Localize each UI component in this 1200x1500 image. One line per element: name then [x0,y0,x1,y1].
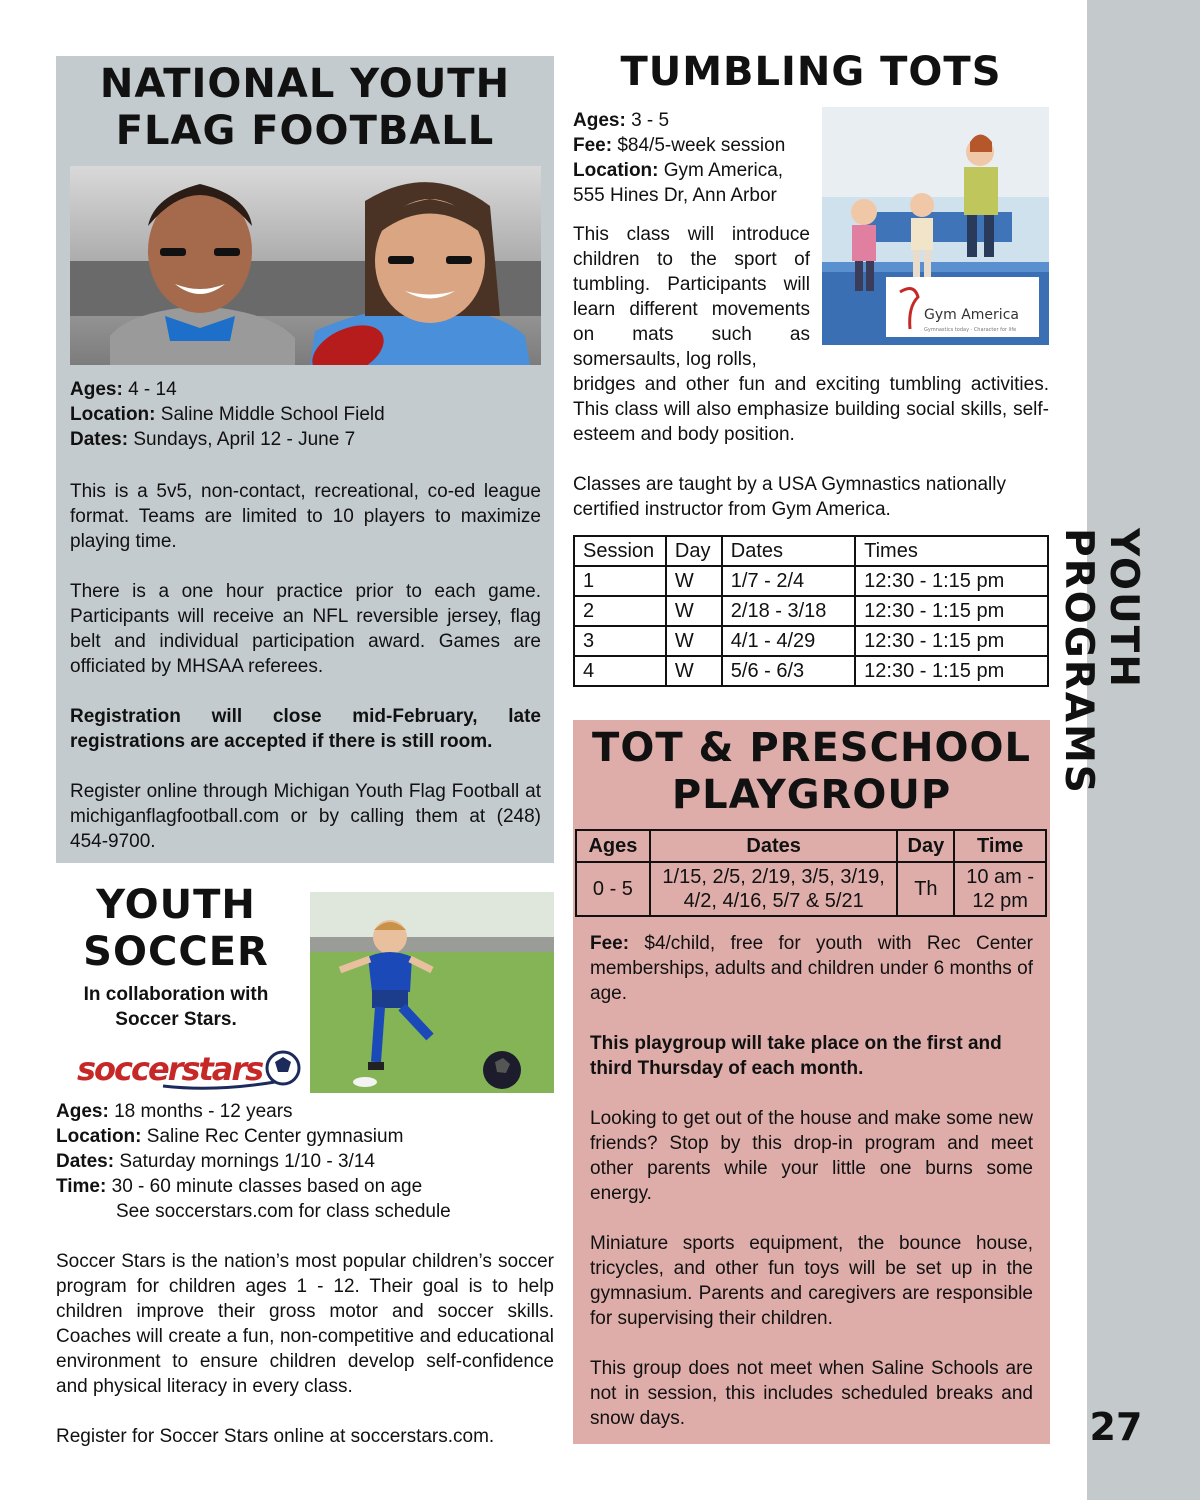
location-value: Gym America, 555 Hines Dr, Ann Arbor [573,160,784,206]
flag-football-info [70,377,542,452]
table-row [574,566,1048,596]
fee-label: Fee: [590,933,630,954]
youth-soccer-title-line2: SOCCER [83,928,269,975]
location-label: Location: [70,404,156,425]
youth-soccer-title-line1: YOUTH [96,882,256,928]
time-label: Time: [56,1176,107,1197]
soccer-stars-logo [75,1042,303,1094]
table-header-cell: Ages [576,830,650,862]
table-cell: 4 [574,656,666,686]
tumbling-tots-title: TUMBLING TOTS [620,49,1002,95]
playgroup-title-line2: PLAYGROUP [671,771,952,818]
dates-value: Sundays, April 12 - June 7 [128,429,356,450]
fee-value: $84/5-week session [612,135,786,156]
soccer-stars-logo-text: soccerstars [77,1050,263,1088]
youth-soccer-info [56,1099,554,1224]
fee-label: Fee: [573,135,613,156]
tt-fee-row [573,133,818,158]
playgroup-title [573,725,1050,819]
tumbling-desc-part1: This class will introduce children to the sport of tumbling. Participants will learn different movements on mats such as somersaults, log rolls, [573,224,810,370]
pg-schedule-note: This playgroup will take place on the first and third Thursday of each month. [590,1033,1002,1079]
time-line: 10 am - [966,866,1035,888]
table-cell: 12:30 - 1:15 pm [855,626,1048,656]
gym-america-logo-tagline: Gymnastics today · Character for life [924,327,1017,333]
table-header-row [576,830,1046,862]
flag-football-description [70,479,541,854]
table-header-row [574,536,1048,566]
ages-value: 18 months - 12 years [108,1101,293,1122]
tumbling-instructor-note: Classes are taught by a USA Gymnastics nationally certified instructor from Gym America. [573,474,1006,520]
table-cell-day: Th [897,862,954,916]
pg-fee-row [590,931,1033,1006]
ff-registration-note: Registration will close mid-February, late registrations are accepted if there is still room. [70,706,541,752]
playgroup-title-line1: TOT & PRESCHOOL [592,725,1031,771]
table-cell: 5/6 - 6/3 [722,656,855,686]
time-line: 12 pm [972,890,1028,912]
table-cell: 3 [574,626,666,656]
ages-value: 3 - 5 [625,110,670,131]
ys-para1: Soccer Stars is the nation’s most popular children’s soccer program for children ages 1 - 12. Their goal is to help children improve their gross motor and soccer skills. Coaches will create a fun, non-competitive and educational environment to ensure children develop self-confidence and physical literacy in every class. [56,1251,554,1397]
table-row [574,626,1048,656]
flag-football-title [56,61,554,155]
soccer-collaboration-note [56,982,296,1032]
ys-ages-row [56,1099,554,1124]
dates-label: Dates: [70,429,129,450]
table-cell: 12:30 - 1:15 pm [855,596,1048,626]
dates-value: Saturday mornings 1/10 - 3/14 [114,1151,375,1172]
tumbling-tots-info [573,108,818,208]
table-cell: 1 [574,566,666,596]
table-cell: 12:30 - 1:15 pm [855,656,1048,686]
table-cell-time [954,862,1046,916]
table-header-cell: Dates [650,830,898,862]
table-header-cell: Dates [722,536,855,566]
table-cell-dates [650,862,898,916]
gym-america-logo-text: Gym America [924,307,1019,323]
ages-value: 4 - 14 [122,379,177,400]
ys-register-note: Register for Soccer Stars online at soccerstars.com. [56,1426,495,1447]
location-value: Saline Middle School Field [155,404,385,425]
tt-ages-row [573,108,818,133]
ff-para2: There is a one hour practice prior to each game. Participants will receive an NFL reversible jersey, flag belt and individual participation award. Games are officiated by MHSAA referees. [70,581,541,677]
flag-football-photo [70,166,541,365]
tumbling-schedule-table [573,535,1049,687]
ys-time-note: See soccerstars.com for class schedule [116,1201,451,1222]
youth-soccer-photo [310,892,554,1093]
playgroup-description [590,931,1033,1431]
dates-label: Dates: [56,1151,115,1172]
table-header-cell: Day [666,536,722,566]
table-cell: W [666,596,722,626]
ages-label: Ages: [70,379,123,400]
dates-line: 4/2, 4/16, 5/7 & 5/21 [683,890,864,912]
table-header-cell: Times [855,536,1048,566]
table-row [576,862,1046,916]
playgroup-schedule-table [575,829,1047,917]
youth-soccer-description [56,1249,554,1449]
dates-line: 1/15, 2/5, 2/19, 3/5, 3/19, [662,866,885,888]
tt-location-row [573,158,818,208]
flag-football-title-line2: FLAG FOOTBALL [115,107,495,154]
table-cell: W [666,566,722,596]
table-cell: 1/7 - 2/4 [722,566,855,596]
location-label: Location: [573,160,659,181]
table-header-cell: Session [574,536,666,566]
table-cell: 4/1 - 4/29 [722,626,855,656]
ys-time-row [56,1174,554,1199]
fee-value: $4/child, free for youth with Rec Center memberships, adults and children under 6 months of age. [590,933,1033,1004]
ff-location-row [70,402,542,427]
table-header-cell: Day [897,830,954,862]
ff-para1: This is a 5v5, non-contact, recreational, co-ed league format. Teams are limited to 10 players to maximize playing time. [70,481,541,552]
table-cell: W [666,656,722,686]
collab-line: In collaboration with [83,984,269,1005]
ages-label: Ages: [573,110,626,131]
location-label: Location: [56,1126,142,1147]
table-cell: 2 [574,596,666,626]
tumbling-tots-photo [822,107,1049,345]
ys-dates-row [56,1149,554,1174]
table-cell: W [666,626,722,656]
table-cell-ages: 0 - 5 [576,862,650,916]
tumbling-desc-part2: bridges and other fun and exciting tumbling activities. This class will also emphasize building social skills, self-esteem and body position. [573,374,1049,445]
location-value: Saline Rec Center gymnasium [141,1126,404,1147]
youth-soccer-title [56,882,296,976]
table-header-cell: Time [954,830,1046,862]
pg-para2: Looking to get out of the house and make some new friends? Stop by this drop-in program and meet other parents while your little one burns some energy. [590,1108,1033,1204]
ff-ages-row [70,377,542,402]
table-cell: 2/18 - 3/18 [722,596,855,626]
pg-para3: Miniature sports equipment, the bounce house, tricycles, and other fun toys will be set up in the gymnasium. Parents and caregivers are responsible for supervising their children. [590,1233,1033,1329]
ages-label: Ages: [56,1101,109,1122]
page-number: 27 [1089,1405,1143,1449]
pg-para4: This group does not meet when Saline Schools are not in session, this includes scheduled breaks and snow days. [590,1358,1033,1429]
collab-line: Soccer Stars. [115,1009,237,1030]
table-row [574,656,1048,686]
time-value: 30 - 60 minute classes based on age [106,1176,423,1197]
table-row [574,596,1048,626]
section-title-vertical: YOUTH PROGRAMS [1056,528,1146,795]
ys-location-row [56,1124,554,1149]
flag-football-title-line1: NATIONAL YOUTH [99,61,511,107]
ff-para4: Register online through Michigan Youth Flag Football at michiganflagfootball.com or by calling them at (248) 454-9700. [70,781,541,852]
ff-dates-row [70,427,542,452]
table-cell: 12:30 - 1:15 pm [855,566,1048,596]
